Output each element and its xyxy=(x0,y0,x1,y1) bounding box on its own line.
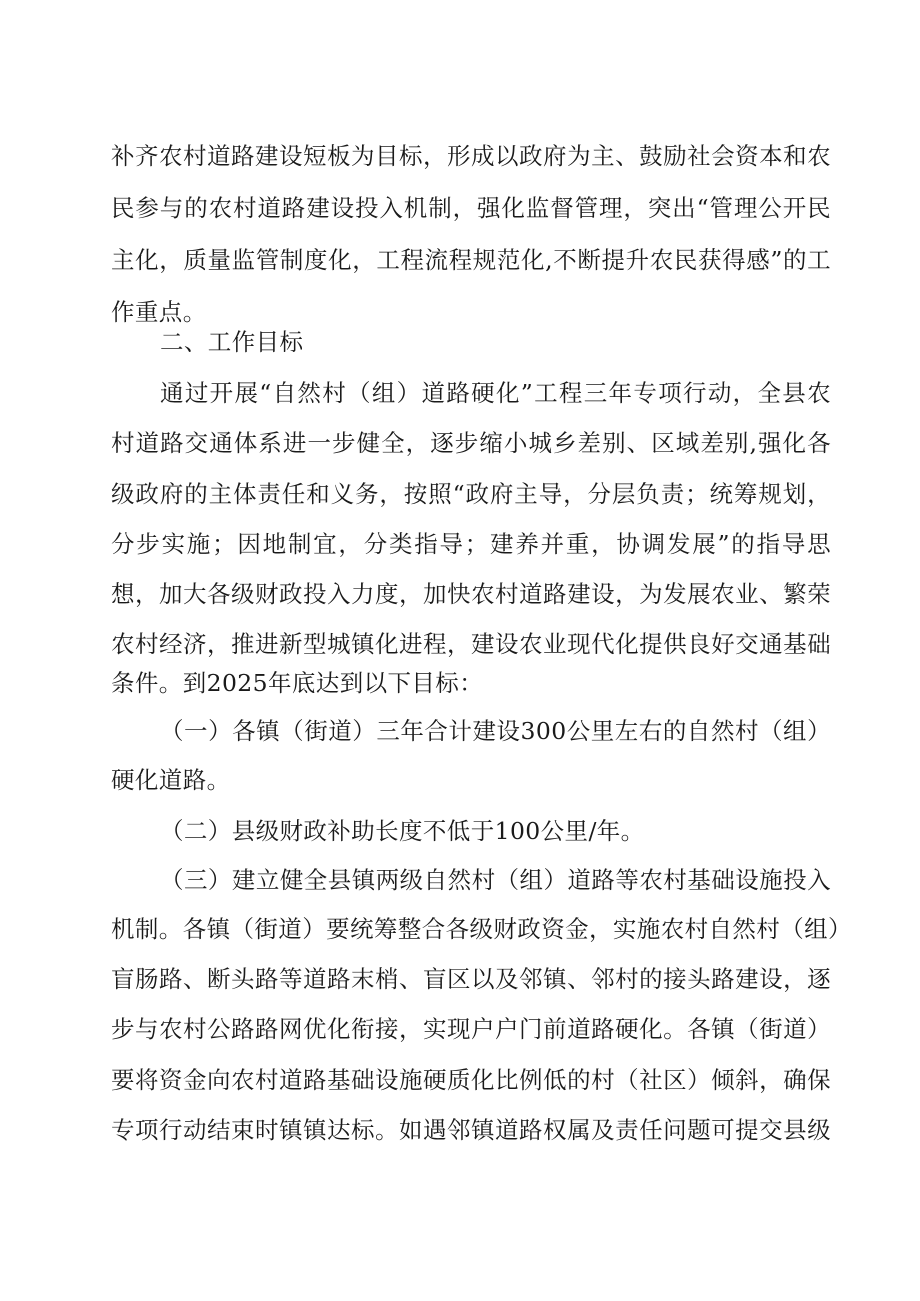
paragraph-line: 农村经济，推进新型城镇化进程，建设农业现代化提供良好交通基础 xyxy=(111,630,831,658)
paragraph-line: 通过开展“自然村（组）道路硬化”工程三年专项行动，全县农 xyxy=(160,379,831,407)
list-item-3: （三）建立健全县镇两级自然村（组）道路等农村基础设施投入 xyxy=(160,866,831,894)
paragraph-line: 主化，质量监管制度化，工程流程规范化,不断提升农民获得感”的工 xyxy=(111,246,831,274)
paragraph-line: 作重点。 xyxy=(111,298,207,326)
paragraph-line: 要将资金向农村道路基础设施硬质化比例低的村（社区）倾斜，确保 xyxy=(111,1066,831,1094)
paragraph-line: 补齐农村道路建设短板为目标，形成以政府为主、鼓励社会资本和农 xyxy=(111,142,831,170)
paragraph-line: 分步实施；因地制宜，分类指导；建养并重，协调发展”的指导思 xyxy=(111,530,831,558)
section-heading: 二、工作目标 xyxy=(160,328,304,356)
paragraph-line: 盲肠路、断头路等道路末梢、盲区以及邻镇、邻村的接头路建设，逐 xyxy=(111,965,831,993)
paragraph-line: 村道路交通体系进一步健全，逐步缩小城乡差别、区域差别,强化各 xyxy=(111,429,831,457)
list-item-1: （一）各镇（街道）三年合计建设300公里左右的自然村（组） xyxy=(160,717,831,745)
paragraph-line: 步与农村公路路网优化衔接，实现户户门前道路硬化。各镇（街道） xyxy=(111,1015,831,1043)
paragraph-line: 硬化道路。 xyxy=(111,766,231,794)
paragraph-line: 机制。各镇（街道）要统筹整合各级财政资金，实施农村自然村（组） xyxy=(111,915,852,943)
list-item-2: （二）县级财政补助长度不低于100公里/年。 xyxy=(160,817,645,845)
paragraph-line: 专项行动结束时镇镇达标。如遇邻镇道路权属及责任问题可提交县级 xyxy=(111,1116,831,1144)
paragraph-line: 级政府的主体责任和义务，按照“政府主导，分层负责；统筹规划， xyxy=(111,480,831,508)
paragraph-line: 条件。到2025年底达到以下目标： xyxy=(111,669,484,697)
paragraph-line: 想，加大各级财政投入力度，加快农村道路建设，为发展农业、繁荣 xyxy=(111,580,831,608)
paragraph-line: 民参与的农村道路建设投入机制，强化监督管理，突出“管理公开民 xyxy=(111,194,831,222)
